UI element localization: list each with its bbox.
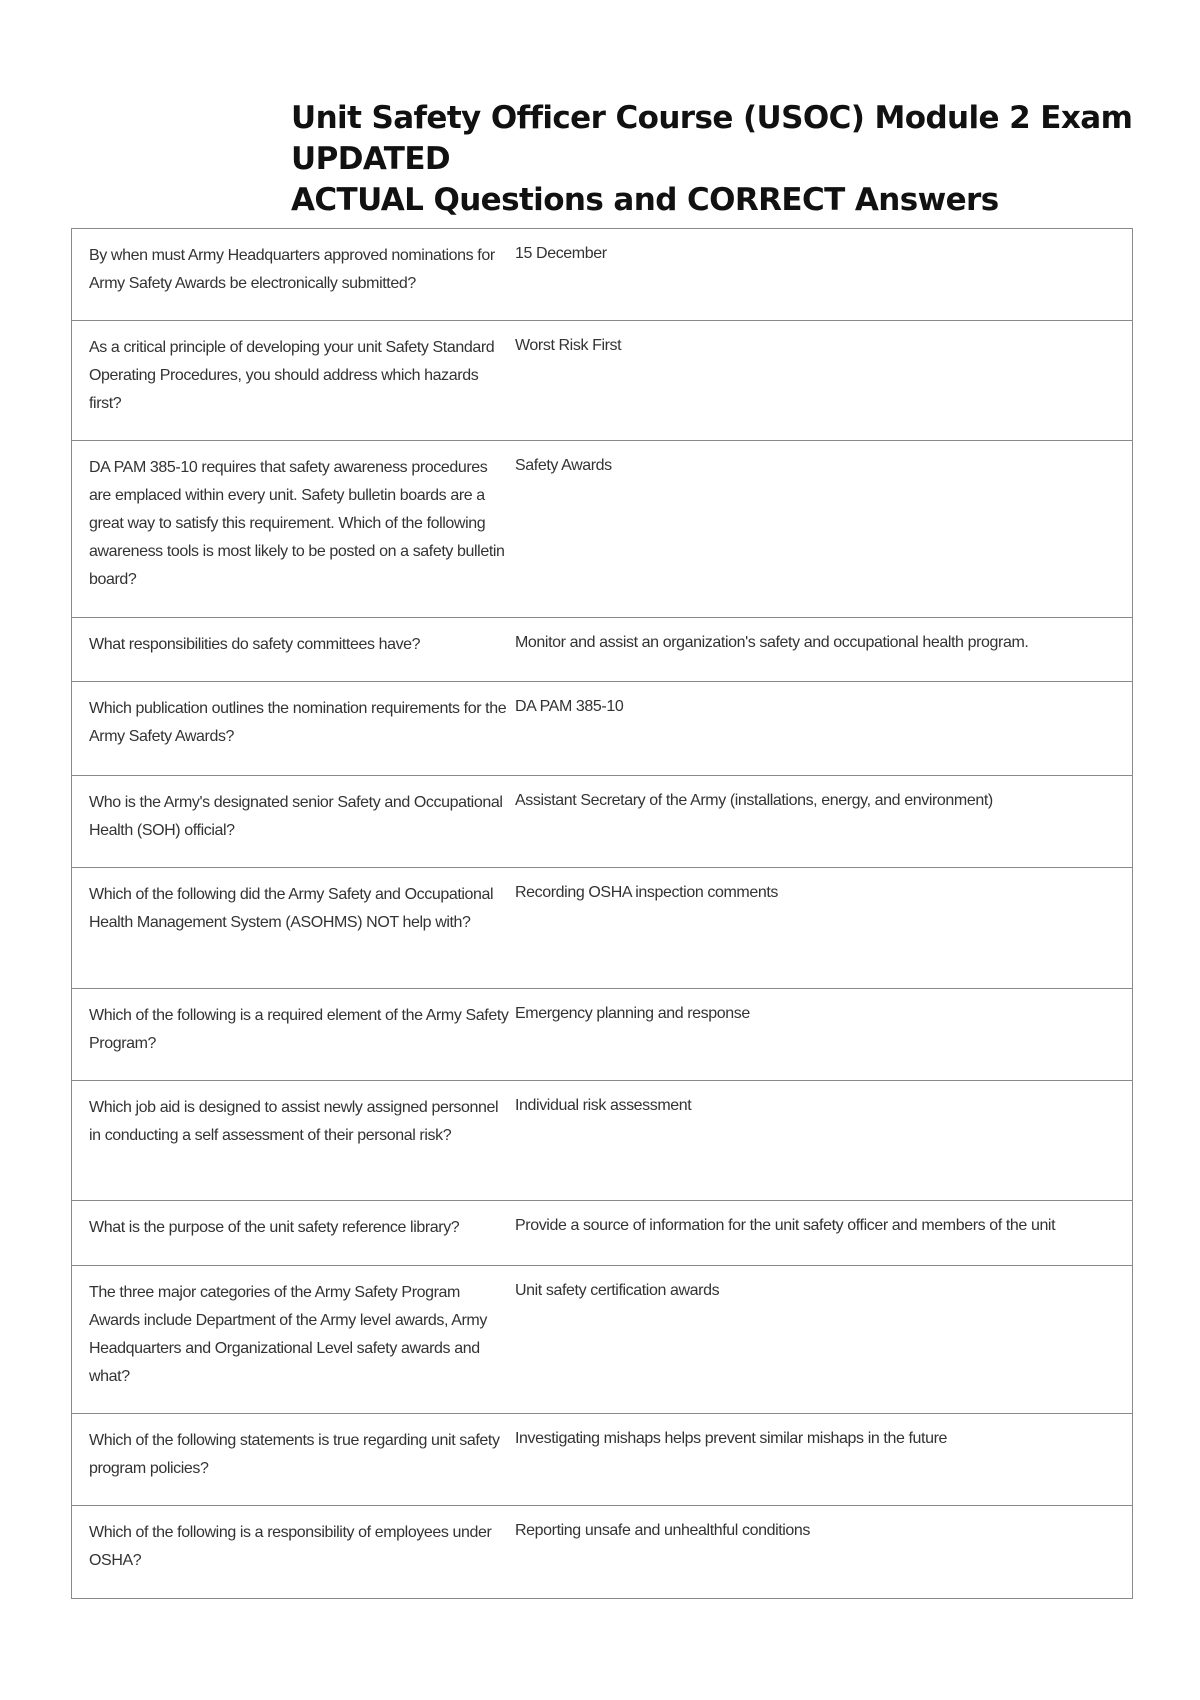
answer-cell: Reporting unsafe and unhealthful conditions bbox=[515, 1522, 811, 1539]
question-cell: Who is the Army's designated senior Safety and Occupational Health (SOH) official? bbox=[89, 794, 503, 839]
qa-row bbox=[72, 321, 1132, 441]
answer-cell: Unit safety certification awards bbox=[515, 1282, 720, 1299]
question-cell: Which publication outlines the nomination requirements for the Army Safety Awards? bbox=[89, 700, 507, 745]
qa-row bbox=[72, 776, 1132, 868]
question-cell: The three major categories of the Army Safety Program Awards include Department of the Army level awards, Army Headquarters and Organizational Level safety awards and what? bbox=[89, 1284, 487, 1385]
question-cell: What responsibilities do safety committees have? bbox=[89, 636, 421, 653]
answer-cell: DA PAM 385-10 bbox=[515, 698, 624, 715]
qa-row bbox=[72, 1414, 1132, 1506]
answer-cell: Safety Awards bbox=[515, 457, 612, 474]
qa-row bbox=[72, 989, 1132, 1081]
answer-cell: 15 December bbox=[515, 245, 607, 262]
qa-row bbox=[72, 1266, 1132, 1414]
question-cell: Which of the following is a required element of the Army Safety Program? bbox=[89, 1007, 509, 1052]
qa-row bbox=[72, 1506, 1132, 1598]
answer-cell: Emergency planning and response bbox=[515, 1005, 750, 1022]
question-cell: As a critical principle of developing your unit Safety Standard Operating Procedures, you should address which hazards first? bbox=[89, 339, 495, 412]
question-cell: Which of the following statements is true regarding unit safety program policies? bbox=[89, 1432, 500, 1477]
question-cell: DA PAM 385-10 requires that safety awareness procedures are emplaced within every unit. Safety bulletin boards are a great way to satisfy this requirement. Which of the following awareness tools is most likely to be posted on a safety bulletin board? bbox=[89, 459, 505, 588]
qa-row bbox=[72, 1201, 1132, 1266]
answer-cell: Provide a source of information for the unit safety officer and members of the unit bbox=[515, 1217, 1056, 1234]
qa-row bbox=[72, 441, 1132, 618]
qa-row bbox=[72, 618, 1132, 682]
qa-row bbox=[72, 229, 1132, 321]
document-title-line-1: Unit Safety Officer Course (USOC) Module 2 Exam UPDATED bbox=[291, 100, 1133, 177]
answer-cell: Assistant Secretary of the Army (installations, energy, and environment) bbox=[515, 792, 993, 809]
qa-row bbox=[72, 682, 1132, 776]
answer-cell: Recording OSHA inspection comments bbox=[515, 884, 778, 901]
answer-cell: Individual risk assessment bbox=[515, 1097, 692, 1114]
document-title-line-2: ACTUAL Questions and CORRECT Answers bbox=[291, 182, 999, 218]
answer-cell: Worst Risk First bbox=[515, 337, 622, 354]
qa-row bbox=[72, 868, 1132, 989]
question-cell: Which of the following did the Army Safety and Occupational Health Management System (ASOHMS) NOT help with? bbox=[89, 886, 494, 931]
qa-table bbox=[71, 228, 1133, 1599]
answer-cell: Monitor and assist an organization's safety and occupational health program. bbox=[515, 634, 1029, 651]
question-cell: Which job aid is designed to assist newly assigned personnel in conducting a self assessment of their personal risk? bbox=[89, 1099, 499, 1144]
question-cell: Which of the following is a responsibility of employees under OSHA? bbox=[89, 1524, 492, 1569]
answer-cell: Investigating mishaps helps prevent similar mishaps in the future bbox=[515, 1430, 948, 1447]
document-title bbox=[291, 98, 1171, 221]
question-cell: By when must Army Headquarters approved nominations for Army Safety Awards be electronically submitted? bbox=[89, 247, 495, 292]
qa-row bbox=[72, 1081, 1132, 1201]
question-cell: What is the purpose of the unit safety reference library? bbox=[89, 1219, 460, 1236]
